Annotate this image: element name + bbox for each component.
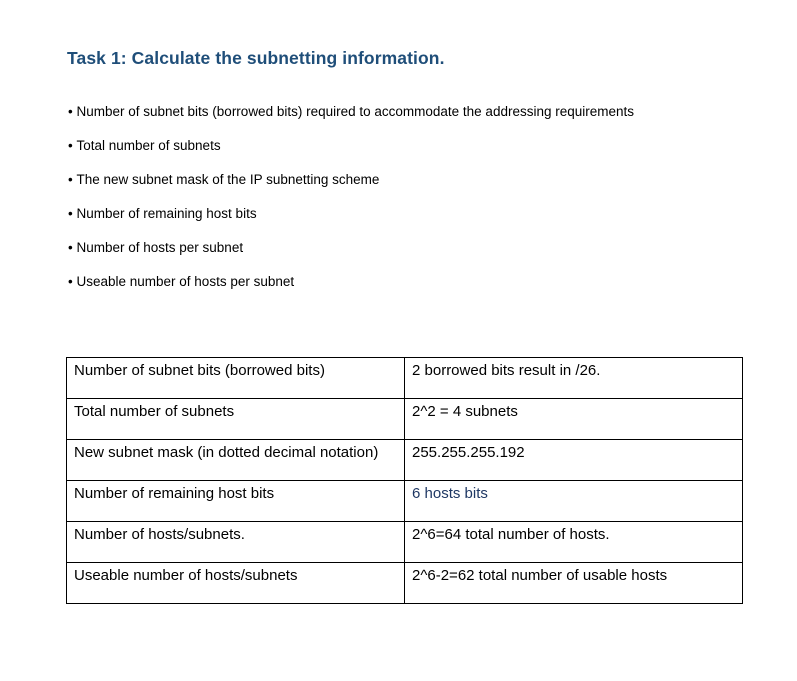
- table-row: [67, 481, 743, 522]
- bullet-item: • The new subnet mask of the IP subnetting scheme: [68, 173, 634, 187]
- row-value-cell: 2^6=64 total number of hosts.: [405, 522, 743, 563]
- table-row: [67, 358, 743, 399]
- requirements-bullet-list: [68, 105, 634, 309]
- bullet-item: • Number of subnet bits (borrowed bits) required to accommodate the addressing requirements: [68, 105, 634, 119]
- table-row: [67, 522, 743, 563]
- table-row: [67, 563, 743, 604]
- row-value-cell: 2^6-2=62 total number of usable hosts: [405, 563, 743, 604]
- row-value-cell: 2 borrowed bits result in /26.: [405, 358, 743, 399]
- subnetting-table: [66, 357, 743, 604]
- row-label-cell: Number of remaining host bits: [67, 481, 405, 522]
- table-row: [67, 399, 743, 440]
- row-label-cell: New subnet mask (in dotted decimal notation): [67, 440, 405, 481]
- bullet-item: • Number of hosts per subnet: [68, 241, 634, 255]
- page-title: Task 1: Calculate the subnetting information.: [67, 48, 445, 68]
- bullet-item: • Number of remaining host bits: [68, 207, 634, 221]
- row-label-cell: Number of subnet bits (borrowed bits): [67, 358, 405, 399]
- row-label-cell: Number of hosts/subnets.: [67, 522, 405, 563]
- row-label-cell: Total number of subnets: [67, 399, 405, 440]
- bullet-item: • Total number of subnets: [68, 139, 634, 153]
- row-value-cell: 2^2 = 4 subnets: [405, 399, 743, 440]
- bullet-item: • Useable number of hosts per subnet: [68, 275, 634, 289]
- row-value-cell: 255.255.255.192: [405, 440, 743, 481]
- table-row: [67, 440, 743, 481]
- row-value-cell: 6 hosts bits: [405, 481, 743, 522]
- row-label-cell: Useable number of hosts/subnets: [67, 563, 405, 604]
